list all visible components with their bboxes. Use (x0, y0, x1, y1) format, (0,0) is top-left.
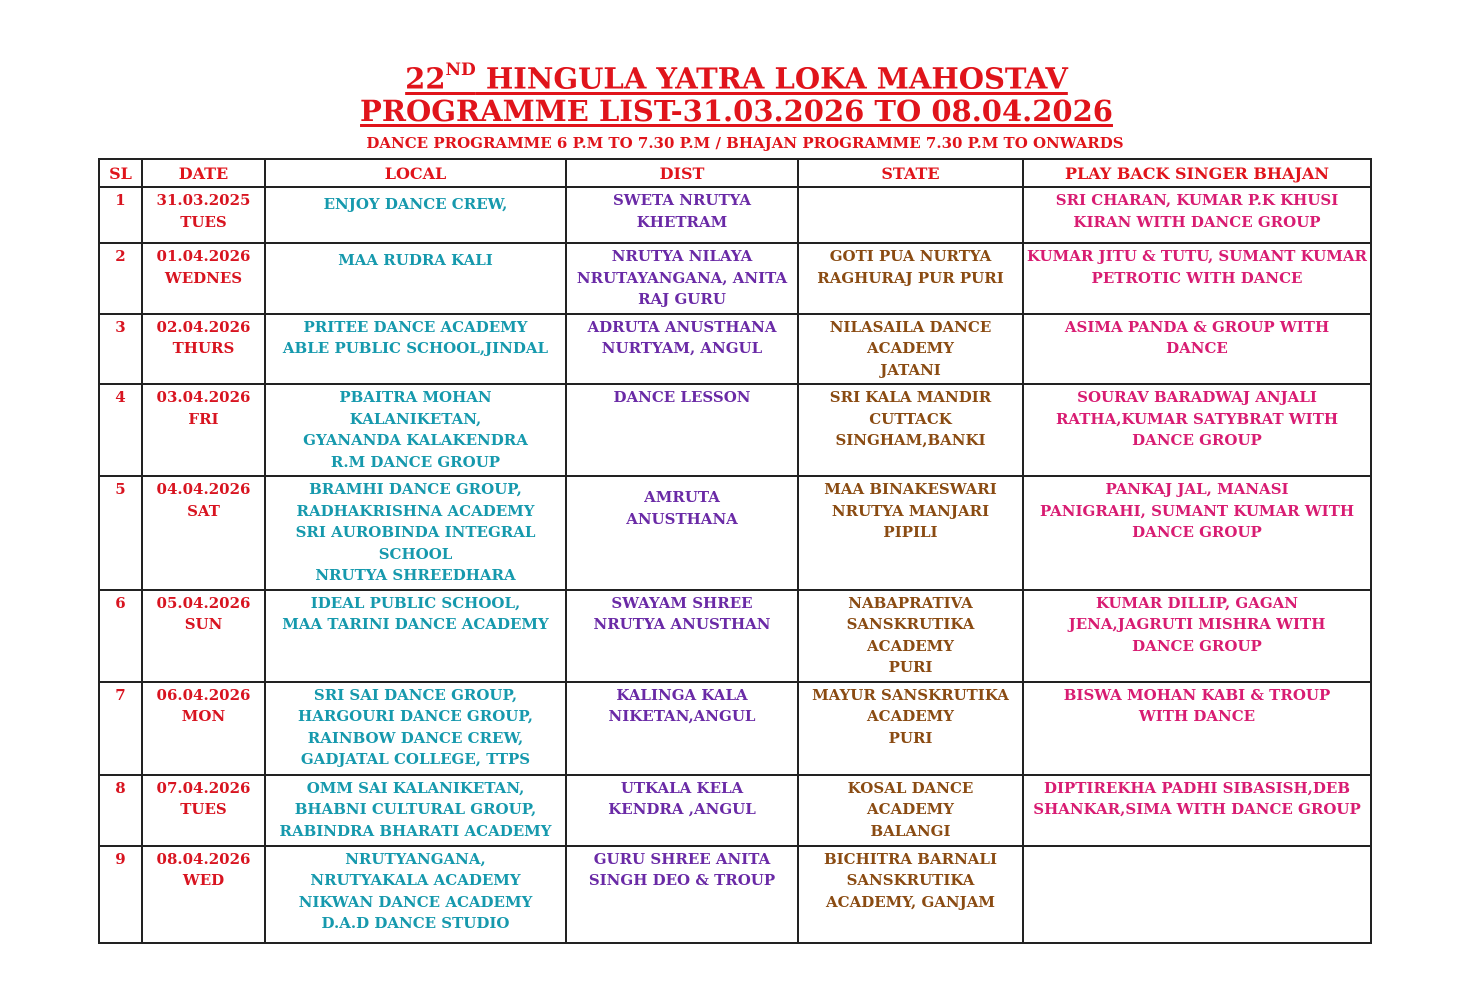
cell-singer (1023, 682, 1371, 775)
dist-line: NURTYAM, ANGUL (601, 339, 763, 357)
table-row (99, 682, 1371, 775)
local-line: SRI SAI DANCE GROUP, (313, 685, 518, 704)
singer-line: SOURAV BARADWAJ ANJALI (1077, 388, 1317, 406)
state-line: PURI (888, 728, 933, 747)
date-line: THURS (172, 339, 235, 357)
programme-timing: DANCE PROGRAMME 6 P.M TO 7.30 P.M / BHAJAN PROGRAMME 7.30 P.M TO ONWARDS (366, 134, 1124, 152)
cell-sl (99, 590, 142, 682)
cell-dist (566, 314, 798, 385)
cell-date (142, 682, 265, 775)
cell-dist (566, 775, 798, 846)
singer-line: SRI CHARAN, KUMAR P.K KHUSI (1055, 191, 1339, 209)
cell-sl (99, 384, 142, 476)
singer-line: RATHA,KUMAR SATYBRAT WITH (1055, 409, 1339, 428)
cell-singer (1023, 187, 1371, 243)
cell-singer (1023, 846, 1371, 943)
cell-date (142, 187, 265, 243)
singer-line: KUMAR JITU & TUTU, SUMANT KUMAR (1027, 247, 1367, 265)
column-header-state: STATE (798, 159, 1023, 187)
local-line: MAA TARINI DANCE ACADEMY (282, 615, 549, 633)
state-line: NRUTYA MANJARI (831, 501, 990, 520)
dist-line: NRUTAYANGANA, ANITA (576, 268, 788, 287)
state-line: NABAPRATIVA (848, 593, 973, 612)
dist-line: NIKETAN,ANGUL (608, 707, 756, 725)
table-row (99, 243, 1371, 314)
date-line: 04.04.2026 (156, 480, 251, 498)
state-line: BICHITRA BARNALI (823, 849, 997, 868)
sl-value: 1 (115, 191, 126, 209)
state-line: ACADEMY (867, 800, 954, 818)
date-line: 08.04.2026 (156, 849, 251, 868)
cell-state (798, 187, 1023, 243)
date-line: MON (181, 707, 226, 725)
cell-state (798, 775, 1023, 846)
singer-line: JENA,JAGRUTI MISHRA WITH (1068, 615, 1326, 633)
singer-line: KUMAR DILLIP, GAGAN (1095, 593, 1299, 612)
cell-sl (99, 846, 142, 943)
cell-local (265, 187, 566, 243)
cell-singer (1023, 384, 1371, 476)
singer-line: KIRAN WITH DANCE GROUP (1073, 212, 1321, 231)
table-row (99, 384, 1371, 476)
table-row (99, 590, 1371, 682)
cell-dist (566, 187, 798, 243)
column-header-singer: PLAY BACK SINGER BHAJAN (1023, 159, 1371, 187)
singer-line: PETROTIC WITH DANCE (1091, 268, 1303, 287)
column-header-sl: SL (99, 159, 142, 187)
singer-line: DANCE (1166, 339, 1228, 357)
sl-value: 6 (115, 593, 126, 612)
local-line: RADHAKRISHNA ACADEMY (296, 501, 535, 520)
dist-line: UTKALA KELA (620, 778, 744, 797)
cell-local (265, 314, 566, 385)
programme-list-title: PROGRAMME LIST-31.03.2026 TO 08.04.2026 (360, 94, 1113, 128)
date-line: 02.04.2026 (156, 317, 251, 336)
singer-line: SHANKAR,SIMA WITH DANCE GROUP (1033, 800, 1361, 818)
cell-local (265, 476, 566, 590)
cell-dist (566, 590, 798, 682)
cell-state (798, 682, 1023, 775)
local-line: BHABNI CULTURAL GROUP, (294, 800, 537, 818)
local-line: PRITEE DANCE ACADEMY (303, 317, 528, 336)
cell-sl (99, 476, 142, 590)
local-line: SCHOOL (378, 544, 453, 563)
local-line: BRAMHI DANCE GROUP, (309, 480, 522, 498)
cell-dist (566, 243, 798, 314)
cell-singer (1023, 775, 1371, 846)
date-line: SUN (184, 615, 223, 633)
date-line: TUES (180, 800, 227, 818)
state-line: BALANGI (870, 821, 951, 840)
cell-date (142, 384, 265, 476)
date-line: SAT (187, 501, 220, 520)
state-line: SANSKRUTIKA (846, 871, 975, 889)
local-line: GYANANDA KALAKENDRA (303, 431, 528, 449)
table-row (99, 846, 1371, 943)
state-line: MAA BINAKESWARI (824, 480, 997, 498)
cell-dist (566, 476, 798, 590)
local-line: PBAITRA MOHAN (339, 388, 492, 406)
cell-date (142, 314, 265, 385)
cell-local (265, 243, 566, 314)
column-header-dist: DIST (566, 159, 798, 187)
date-line: TUES (180, 212, 227, 231)
date-line: 06.04.2026 (156, 685, 251, 704)
cell-state (798, 243, 1023, 314)
sl-value: 9 (115, 849, 126, 868)
cell-state (798, 384, 1023, 476)
local-line: NRUTYA SHREEDHARA (315, 566, 516, 584)
state-line: JATANI (880, 360, 941, 379)
table-row (99, 187, 1371, 243)
state-line: SINGHAM,BANKI (835, 431, 986, 449)
singer-line: ASIMA PANDA & GROUP WITH (1064, 317, 1330, 336)
cell-local (265, 775, 566, 846)
state-line: SRI KALA MANDIR (829, 388, 992, 406)
table-row (99, 476, 1371, 590)
state-line: GOTI PUA NURTYA (829, 247, 992, 265)
sl-value: 4 (115, 388, 126, 406)
cell-sl (99, 243, 142, 314)
sl-value: 2 (115, 247, 126, 265)
local-line: ENJOY DANCE CREW, (323, 195, 508, 213)
cell-date (142, 775, 265, 846)
dist-line: AMRUTA (644, 488, 720, 506)
dist-line: GURU SHREE ANITA (593, 849, 771, 868)
local-line: GADJATAL COLLEGE, TTPS (300, 750, 531, 768)
title-ordinal: ND (445, 60, 476, 80)
table-body (99, 187, 1371, 943)
local-line: KALANIKETAN, (349, 409, 482, 428)
programme-table (98, 158, 1372, 944)
cell-state (798, 846, 1023, 943)
state-line: NILASAILA DANCE (829, 317, 992, 336)
title-number: 22 (405, 61, 446, 96)
cell-local (265, 846, 566, 943)
state-line: ACADEMY (867, 339, 954, 357)
cell-state (798, 314, 1023, 385)
local-line: D.A.D DANCE STUDIO (321, 914, 510, 932)
singer-line: WITH DANCE (1138, 707, 1256, 725)
cell-state (798, 590, 1023, 682)
singer-line: DANCE GROUP (1132, 431, 1262, 449)
singer-line: DIPTIREKHA PADHI SIBASISH,DEB (1043, 778, 1351, 797)
singer-line: BISWA MOHAN KABI & TROUP (1063, 685, 1331, 704)
date-line: WED (182, 871, 225, 889)
column-header-local: LOCAL (265, 159, 566, 187)
cell-sl (99, 775, 142, 846)
dist-line: NRUTYA NILAYA (611, 247, 753, 265)
state-line: ACADEMY (867, 707, 954, 725)
cell-date (142, 846, 265, 943)
dist-line: SWETA NRUTYA (612, 191, 752, 209)
dist-line: KALINGA KALA (616, 685, 748, 704)
state-line: CUTTACK (869, 409, 952, 428)
local-line: RAINBOW DANCE CREW, (307, 728, 524, 747)
date-line: 31.03.2025 (156, 191, 251, 209)
cell-date (142, 243, 265, 314)
date-line: 05.04.2026 (156, 593, 251, 612)
column-header-date: DATE (142, 159, 265, 187)
sl-value: 5 (115, 480, 126, 498)
local-line: NRUTYAKALA ACADEMY (310, 871, 521, 889)
local-line: HARGOURI DANCE GROUP, (298, 707, 533, 725)
singer-line: DANCE GROUP (1132, 636, 1262, 655)
date-line: 03.04.2026 (156, 388, 251, 406)
cell-singer (1023, 243, 1371, 314)
singer-line: DANCE GROUP (1132, 523, 1262, 541)
cell-sl (99, 314, 142, 385)
dist-line: RAJ GURU (638, 290, 726, 308)
cell-local (265, 590, 566, 682)
local-line: RABINDRA BHARATI ACADEMY (279, 821, 552, 840)
state-line: ACADEMY (867, 636, 954, 655)
local-line: SRI AUROBINDA INTEGRAL (295, 523, 536, 541)
cell-date (142, 590, 265, 682)
local-line: MAA RUDRA KALI (338, 251, 493, 269)
date-line: WEDNES (164, 268, 243, 287)
cell-dist (566, 846, 798, 943)
singer-line: PANIGRAHI, SUMANT KUMAR WITH (1039, 501, 1355, 520)
table-row (99, 775, 1371, 846)
state-line: KOSAL DANCE (847, 778, 974, 797)
title-text: HINGULA YATRA LOKA MAHOSTAV (475, 61, 1068, 96)
table-header-row (99, 159, 1371, 187)
cell-sl (99, 187, 142, 243)
state-line: MAYUR SANSKRUTIKA (812, 685, 1009, 704)
cell-dist (566, 384, 798, 476)
local-line: R.M DANCE GROUP (330, 452, 501, 471)
cell-singer (1023, 314, 1371, 385)
page-title (0, 56, 1473, 96)
date-line: 07.04.2026 (156, 778, 251, 797)
local-line: NIKWAN DANCE ACADEMY (298, 892, 533, 911)
state-line: PURI (888, 658, 933, 676)
local-line: ABLE PUBLIC SCHOOL,JINDAL (282, 339, 549, 357)
cell-local (265, 682, 566, 775)
state-line: SANSKRUTIKA (846, 615, 975, 633)
dist-line: KENDRA ,ANGUL (608, 800, 756, 818)
state-line: ACADEMY, GANJAM (826, 892, 995, 911)
date-line: 01.04.2026 (156, 247, 251, 265)
sl-value: 7 (115, 685, 126, 704)
cell-state (798, 476, 1023, 590)
state-line: PIPILI (883, 523, 938, 541)
sl-value: 3 (115, 317, 126, 336)
cell-sl (99, 682, 142, 775)
local-line: NRUTYANGANA, (345, 849, 486, 868)
dist-line: SWAYAM SHREE (611, 593, 753, 612)
cell-date (142, 476, 265, 590)
dist-line: ANUSTHANA (626, 509, 738, 528)
dist-line: SINGH DEO & TROUP (588, 871, 776, 889)
cell-dist (566, 682, 798, 775)
singer-line: PANKAJ JAL, MANASI (1105, 480, 1289, 498)
sl-value: 8 (115, 778, 126, 797)
dist-line: DANCE LESSON (613, 388, 751, 406)
cell-singer (1023, 590, 1371, 682)
table-row (99, 314, 1371, 385)
cell-singer (1023, 476, 1371, 590)
date-line: FRI (188, 409, 219, 428)
dist-line: KHETRAM (636, 212, 728, 231)
state-line: RAGHURAJ PUR PURI (817, 268, 1004, 287)
dist-line: ADRUTA ANUSTHANA (587, 317, 777, 336)
local-line: IDEAL PUBLIC SCHOOL, (310, 593, 521, 612)
local-line: OMM SAI KALANIKETAN, (306, 778, 525, 797)
dist-line: NRUTYA ANUSTHAN (593, 615, 771, 633)
cell-local (265, 384, 566, 476)
